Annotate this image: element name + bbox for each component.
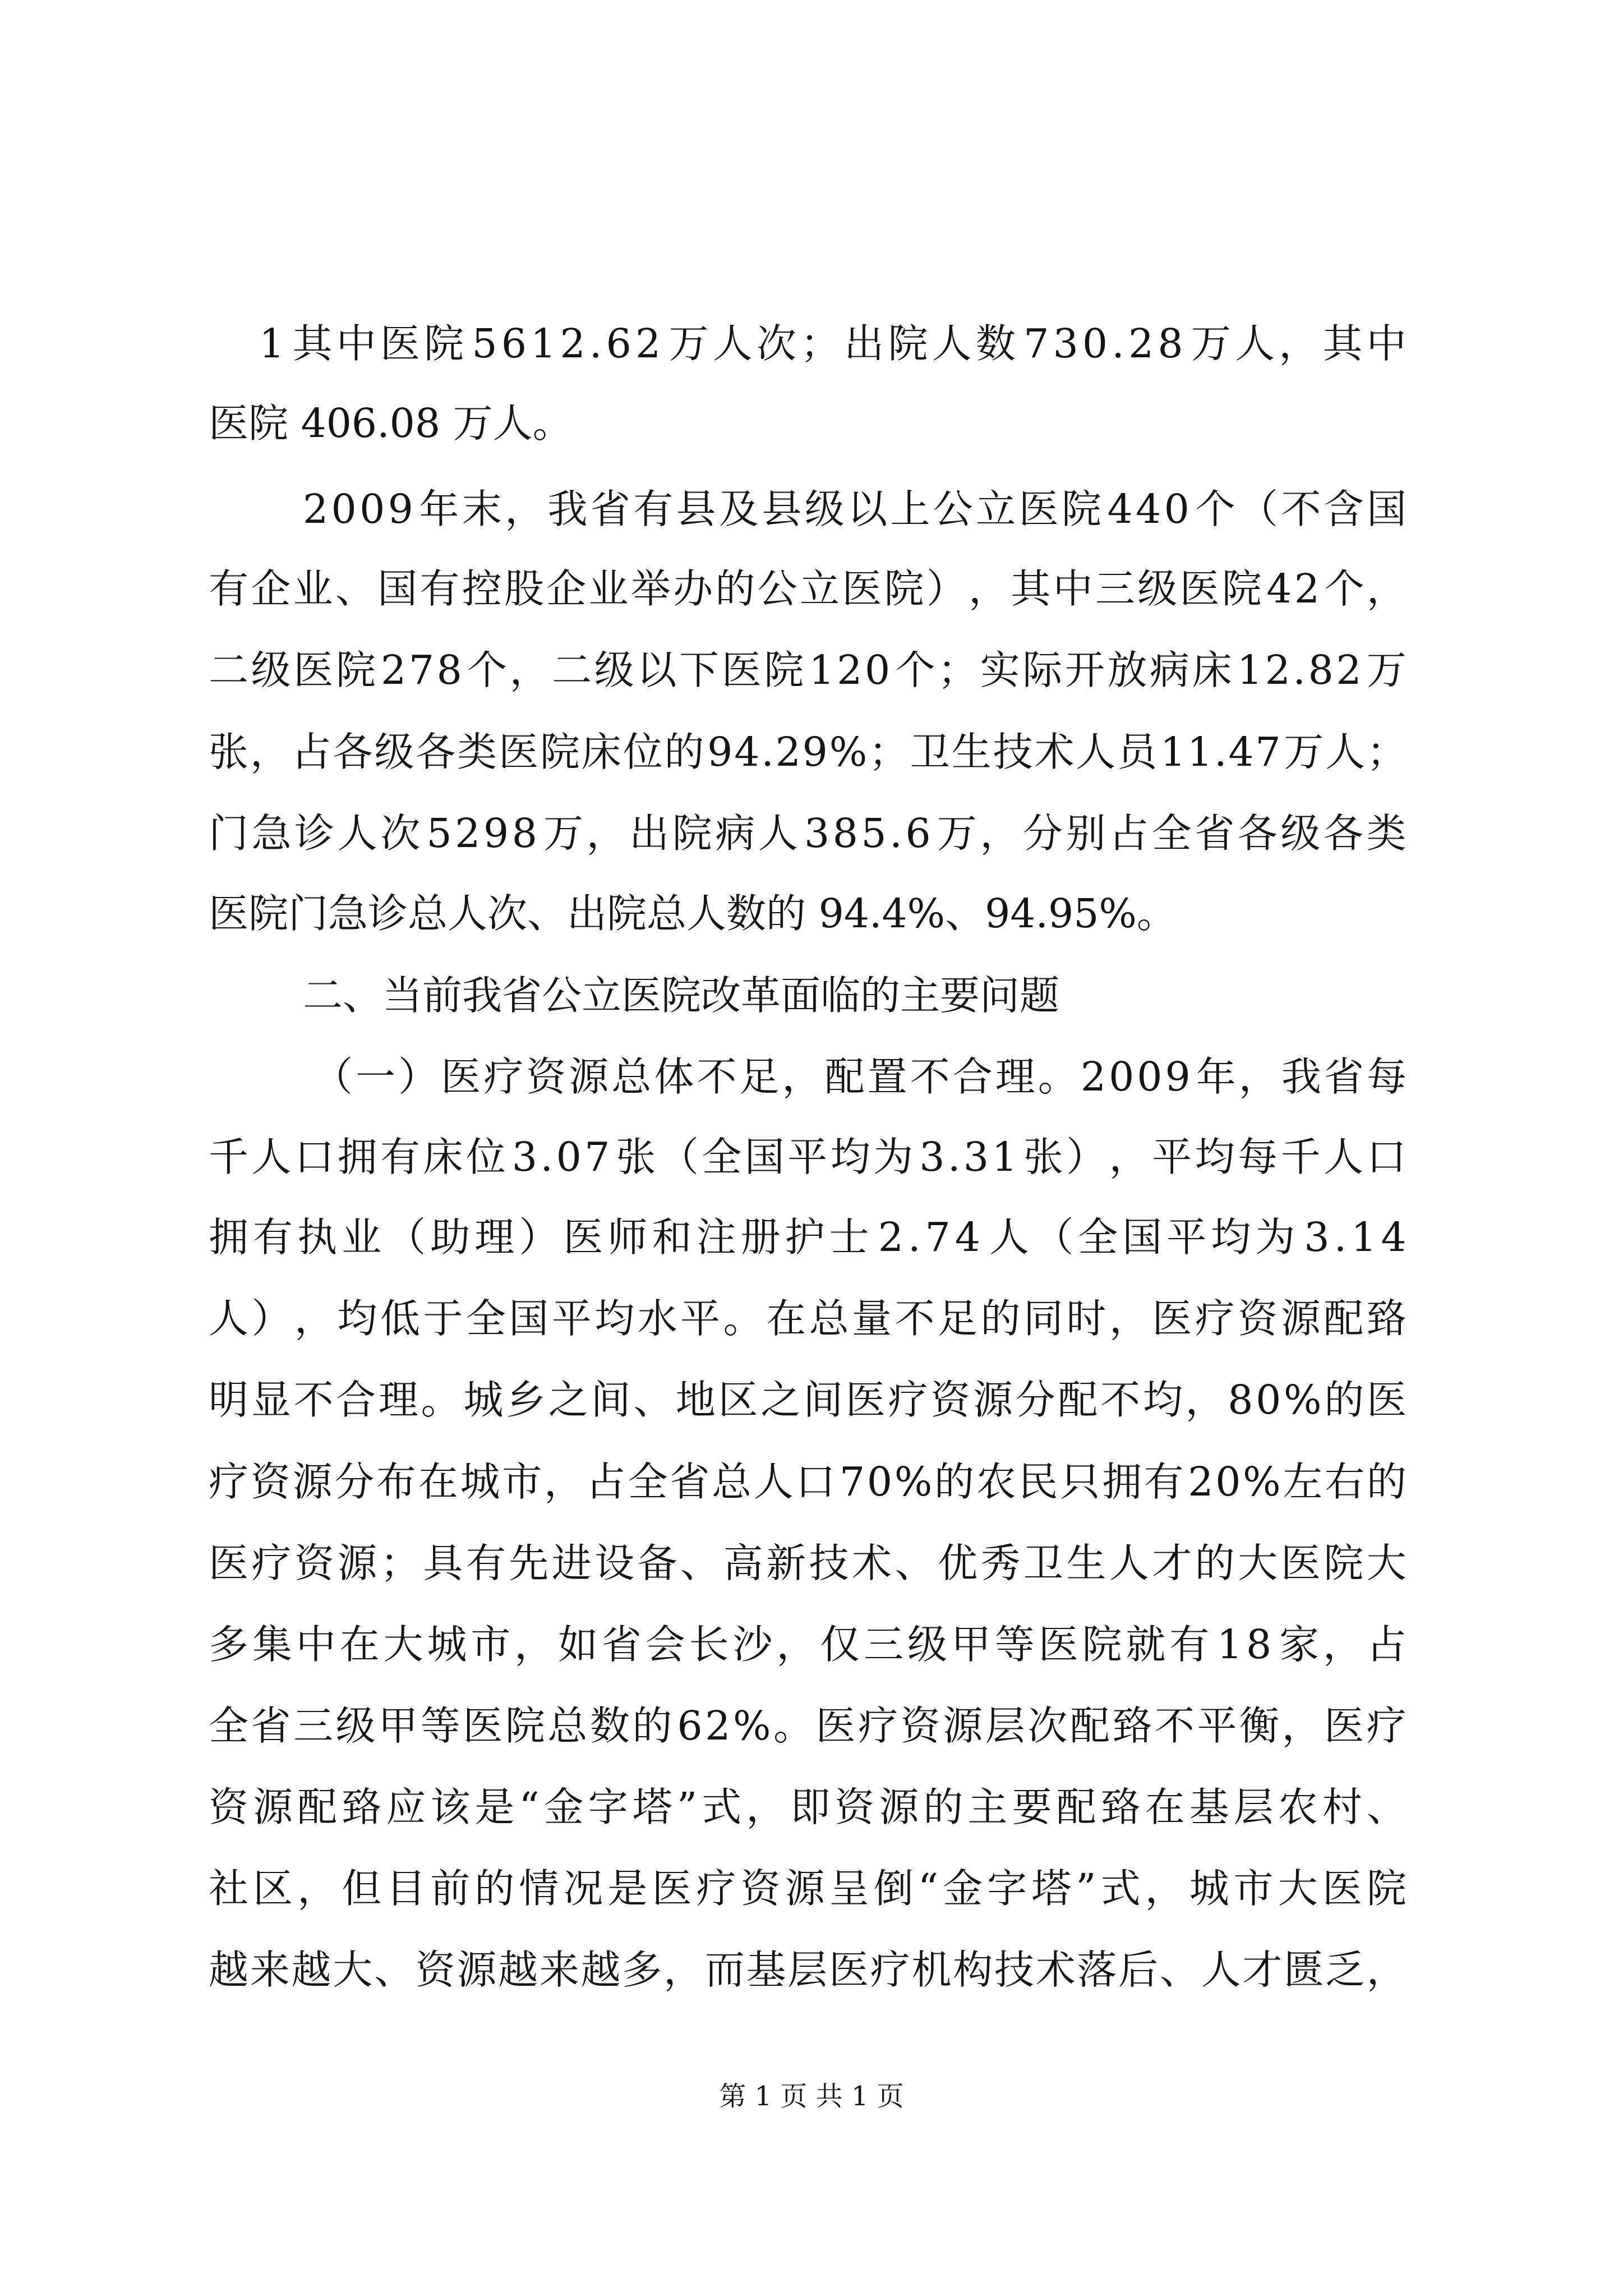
page-footer: 第 1 页 共 1 页 (719, 2081, 904, 2112)
paragraph-line: 2 0 0 9 年 末 ， 我 省 有 县 及 县 级 以 上 公 立 医 院 4 4 0 个 （ 不 含 国 (303, 486, 1407, 532)
paragraph-line: 人 ） ， 均 低 于 全 国 平 均 水 平 。 在 总 量 不 足 的 同 时 ， 医 疗 资 源 配 臵 (209, 1295, 1407, 1342)
paragraph-line: 多 集 中 在 大 城 市 ， 如 省 会 长 沙 ， 仅 三 级 甲 等 医 院 就 有 1 8 家 ， 占 (209, 1621, 1407, 1668)
paragraph-line: 全 省 三 级 甲 等 医 院 总 数 的 6 2 % 。 医 疗 资 源 层 次 配 臵 不 平 衡 ， 医 疗 (209, 1703, 1407, 1749)
paragraph-line: 社 区 ， 但 目 前 的 情 况 是 医 疗 资 源 呈 倒 “ 金 字 塔 ” 式 ， 城 市 大 医 院 (209, 1865, 1407, 1912)
paragraph-line: 医院门急诊总人次、出院总人数的 94.4%、94.95%。 (209, 890, 1177, 937)
paragraph-line: 拥 有 执 业 （ 助 理 ） 医 师 和 注 册 护 士 2 . 7 4 人 （ 全 国 平 均 为 3 . 1 4 (209, 1214, 1407, 1260)
paragraph-line: （ 一 ） 医 疗 资 源 总 体 不 足 ， 配 置 不 合 理 。 2 0 0 9 年 ， 我 省 每 (313, 1053, 1407, 1100)
paragraph-line: 医 疗 资 源 ； 具 有 先 进 设 备 、 高 新 技 术 、 优 秀 卫 生 人 才 的 大 医 院 大 (209, 1540, 1407, 1586)
section-heading: 二、当前我省公立医院改革面临的主要问题 (303, 972, 1060, 1019)
paragraph-line: 越 来 越 大 、 资 源 越 来 越 多 ， 而 基 层 医 疗 机 构 技 术 落 后 、 人 才 匮 乏 ， (209, 1947, 1407, 1993)
paragraph-line: 二 级 医 院 2 7 8 个 ， 二 级 以 下 医 院 1 2 0 个 ； 实 际 开 放 病 床 1 2 . 8 2 万 (209, 647, 1407, 693)
paragraph-line: 医院 406.08 万人。 (209, 400, 573, 447)
paragraph-line: 千 人 口 拥 有 床 位 3 . 0 7 张 （ 全 国 平 均 为 3 . 3 1 张 ） ， 平 均 每 千 人 口 (209, 1134, 1407, 1180)
paragraph-line: 资 源 配 臵 应 该 是 “ 金 字 塔 ” 式 ， 即 资 源 的 主 要 配 臵 在 基 层 农 村 、 (209, 1784, 1407, 1830)
paragraph-line: 门 急 诊 人 次 5 2 9 8 万 ， 出 院 病 人 3 8 5 . 6 万 ， 分 别 占 全 省 各 级 各 类 (209, 810, 1407, 857)
paragraph-line: 1 其 中 医 院 5 6 1 2 . 6 2 万 人 次 ； 出 院 人 数 7 3 0 . 2 8 万 人 ， 其 中 (259, 320, 1407, 367)
paragraph-line: 张 ， 占 各 级 各 类 医 院 床 位 的 9 4 . 2 9 % ； 卫 生 技 术 人 员 1 1 . 4 7 万 人 ； (209, 729, 1407, 775)
paragraph-line: 明 显 不 合 理 。 城 乡 之 间 、 地 区 之 间 医 疗 资 源 分 配 不 均 ， 8 0 % 的 医 (209, 1377, 1407, 1423)
paragraph-line: 疗 资 源 分 布 在 城 市 ， 占 全 省 总 人 口 7 0 % 的 农 民 只 拥 有 2 0 % 左 右 的 (209, 1458, 1407, 1505)
paragraph-line: 有 企 业 、 国 有 控 股 企 业 举 办 的 公 立 医 院 ） ， 其 中 三 级 医 院 4 2 个 ， (209, 565, 1407, 612)
